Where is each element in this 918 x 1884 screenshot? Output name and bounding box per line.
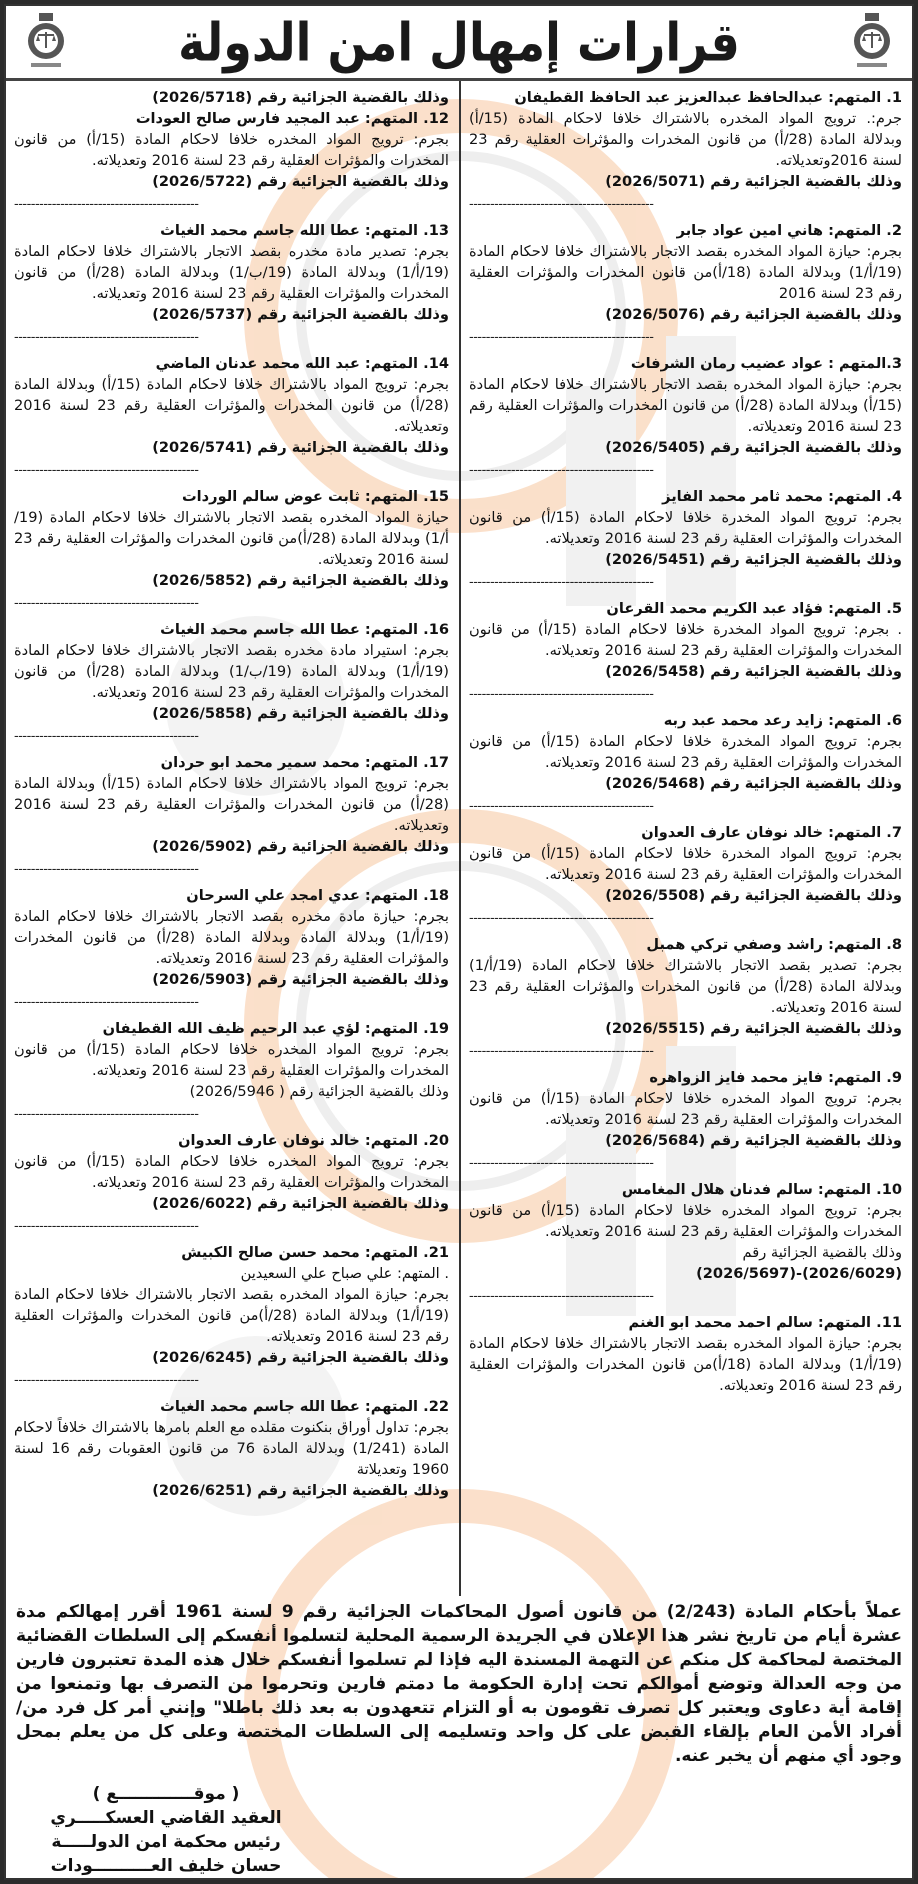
entry-line: بجرم: ترويج المواد المخدرة خلافا لاحكام المادة (15/أ) من قانون المخدرات والمؤثرات العقلية رقم 23 لسنة 2016 وتعديلاته. (469, 509, 902, 547)
entry-separator: -------------------------------------------- (14, 596, 199, 611)
defendant-entry (14, 1396, 449, 1501)
entry-line: بجرم: ترويج المواد المخدره خلافا لاحكام المادة (15/أ) من قانون المخدرات والمؤثرات العقلية رقم 23 لسنة 2016 وتعديلاته. (469, 1202, 902, 1240)
entry-line: وذلك بالقضية الجزائية رقم (2026/6251) (152, 1482, 449, 1499)
entry-line: وذلك بالقضية الجزائية رقم (2026/6245) (152, 1349, 449, 1366)
entry-line: بجرم: حيازة المواد المخدره بقصد الاتجار بالاشتراك خلافا لاحكام المادة (19/أ/1) وبدلالة المادة (18/أ)من قانون المخدرات والمؤثرات العقلية رقم 23 لسنة 2016 (469, 243, 902, 302)
entry-line: بجرم: ترويج المواد المخدره خلافا لاحكام المادة (15/أ) من قانون المخدرات والمؤثرات العقلية رقم 23 لسنة 2016 وتعديلاته. (14, 1041, 449, 1079)
entry-line: بجرم: حيازة مادة مخدره بقصد الاتجار بالاشتراك خلافا لاحكام المادة (19/أ/1) وبدلالة المادة وبدلالة المادة (28/أ) من قانون المخدرات والمؤثرات العقلية رقم 23 لسنة 2016 وتعديلاته. (14, 908, 450, 967)
defendant-name: 21. المتهم: محمد حسن صالح الكبيش (181, 1244, 449, 1261)
entry-separator: -------------------------------------------- (14, 197, 199, 212)
entry-separator: -------------------------------------------- (469, 1289, 654, 1304)
entry-separator: -------------------------------------------- (14, 995, 199, 1010)
entry-line: وذلك بالقضية الجزائية رقم (2026/5071) (605, 173, 902, 190)
entry-line: (2026/6029)-(2026/5697) (696, 1265, 902, 1282)
defendant-name: 4. المتهم: محمد ثامر محمد الفايز (662, 488, 902, 505)
entry-line: بجرم: تصدير مادة مخدره بقصد الاتجار بالاشتراك خلافا لاحكام المادة (19/أ/1) وبدلالة المادة (19/ب/1) وبدلالة المادة (28/أ) من قانون المخدرات والمؤثرات العقلية رقم 23 لسنة 2016 وتعديلاته. (14, 243, 449, 302)
entry-line: وذلك بالقضية الجزائية رقم (2026/6022) (152, 1195, 449, 1212)
entry-line: بجرم: ترويج المواد المخدره خلافا لاحكام المادة (15/أ) من قانون المخدرات والمؤثرات العقلية رقم 23 لسنة 2016 وتعديلاته. (14, 131, 449, 169)
announcement-page (4, 4, 914, 1880)
court-emblem-icon (849, 11, 895, 73)
entry-separator: -------------------------------------------- (469, 911, 654, 926)
entry-line: وذلك بالقضية الجزائية رقم (2026/5405) (605, 439, 902, 456)
defendant-name: 3.المتهم : عواد عضيب رمان الشرفات (630, 355, 902, 372)
right-column (459, 81, 912, 1596)
entry-separator: -------------------------------------------- (14, 729, 199, 744)
defendant-name: 20. المتهم: خالد نوفان عارف العدوان (178, 1132, 449, 1149)
defendant-entry (14, 752, 449, 857)
defendant-name: 2. المتهم: هاني امين عواد جابر (676, 222, 902, 239)
entry-line: وذلك بالقضية الجزائية رقم (2026/5903) (152, 971, 449, 988)
defendant-entry (469, 1312, 902, 1396)
entry-line: بجرم: استيراد مادة مخدره بقصد الاتجار بالاشتراك خلافا لاحكام المادة (19/أ/1) وبدلالة المادة (19/ب/1) وبدلالة المادة (28/أ) من قانون المخدرات والمؤثرات العقلية رقم 23 لسنة 2016 وتعديلاته. (14, 642, 449, 701)
entry-line: وذلك بالقضية الجزائية رقم (2026/5515) (605, 1020, 902, 1037)
entry-separator: -------------------------------------------- (469, 1044, 654, 1059)
defendant-name: 22. المتهم: عطا الله جاسم محمد الغياث (160, 1398, 449, 1415)
defendant-entry (469, 934, 902, 1039)
entry-line: حيازة المواد المخدره بقصد الاتجار بالاشتراك خلافا لاحكام المادة (19/أ/1) وبدلالة المادة (28/أ)من قانون المخدرات والمؤثرات العقلية رقم 23 لسنة 2016 وتعديلاته. (14, 509, 449, 568)
entry-line: . المتهم: علي صباح علي السعيدين (240, 1265, 449, 1282)
signature-block (16, 1782, 316, 1878)
court-emblem-icon (23, 11, 69, 73)
defendant-entry (469, 87, 902, 192)
defendant-name: 16. المتهم: عطا الله جاسم محمد الغياث (160, 621, 449, 638)
entry-line: وذلك بالقضية الجزائية رقم (2026/5508) (605, 887, 902, 904)
signatory-position: رئيس محكمة امن الدولـــــة (51, 1832, 281, 1852)
defendant-entry (14, 1242, 449, 1368)
defendant-entry (14, 220, 449, 325)
entry-separator: -------------------------------------------- (14, 1219, 199, 1234)
entry-line: جرم:. ترويج المواد المخدره بالاشتراك خلافا لاحكام المادة (15/أ) وبدلالة المادة (28/أ) من قانون المخدرات والمؤثرات العقلية رقم 23 لسنة 2016وتعديلاته. (469, 110, 902, 169)
entry-line: وذلك بالقضية الجزائية رقم (742, 1244, 902, 1261)
defendant-entry (469, 1179, 902, 1284)
defendant-entry (14, 108, 449, 192)
defendants-columns (6, 81, 912, 1596)
court-emblem-right (846, 9, 898, 75)
entry-line: وذلك بالقضية الجزائية رقم (2026/5451) (605, 551, 902, 568)
entry-line: بجرم: ترويج المواد المخدرة خلافا لاحكام المادة (15/أ) من قانون المخدرات والمؤثرات العقلية رقم 23 لسنة 2016 وتعديلاته. (469, 733, 902, 771)
entry-line: . بجرم: ترويج المواد المخدرة خلافا لاحكام المادة (15/أ) من قانون المخدرات والمؤثرات العقلية رقم 23 لسنة 2016 وتعديلاته. (469, 621, 902, 659)
defendant-name: 15. المتهم: ثابت عوض سالم الوردات (182, 488, 449, 505)
court-emblem-left (20, 9, 72, 75)
entry-separator: -------------------------------------------- (14, 1373, 199, 1388)
defendant-entry (14, 1018, 449, 1102)
entry-line: بجرم: حيازة المواد المخدره بقصد الاتجار بالاشتراك خلافا لاحكام المادة (19/أ/1) وبدلالة المادة (28/أ)من قانون المخدرات والمؤثرات العقلية رقم 23 لسنة 2016 وتعديلاته. (14, 1286, 449, 1345)
entry-separator: -------------------------------------------- (469, 575, 654, 590)
entry-separator: -------------------------------------------- (469, 330, 654, 345)
defendant-entry (469, 220, 902, 325)
entry-line: بجرم: ترويج المواد المخدره خلافا لاحكام المادة (15/أ) من قانون المخدرات والمؤثرات العقلية رقم 23 لسنة 2016 وتعديلاته. (469, 1090, 902, 1128)
entry-line: بجرم: ترويج المواد المخدره خلافا لاحكام المادة (15/أ) من قانون المخدرات والمؤثرات العقلية رقم 23 لسنة 2016 وتعديلاته. (14, 1153, 449, 1191)
defendant-name: 12. المتهم: عبد المجيد فارس صالح العودات (135, 110, 449, 127)
entry-separator: -------------------------------------------- (14, 1107, 199, 1122)
defendant-name: 14. المتهم: عبد الله محمد عدنان الماضي (155, 355, 449, 372)
entry-line: بجرم: ترويج المواد بالاشتراك خلافا لاحكام المادة (15/أ) وبدلالة المادة (28/أ) من قانون المخدرات والمؤثرات العقلية رقم 23 لسنة 2016 وتعديلاته. (14, 376, 449, 435)
entry-line: وذلك بالقضية الجزائية رقم (2026/5076) (605, 306, 902, 323)
defendant-entry (14, 619, 449, 724)
entry-line: وذلك بالقضية الجزائية رقم (2026/5902) (152, 838, 449, 855)
entry-separator: -------------------------------------------- (14, 862, 199, 877)
legal-notice-paragraph: عملاً بأحكام المادة (2/243) من قانون أصول المحاكمات الجزائية رقم 9 لسنة 1961 أقرر إمهالكم مدة عشرة أيام من تاريخ نشر هذا الإعلان في الجريدة الرسمية المحلية لتسلموا أنفسكم إلى السلطات القضائية المختصة لمحاكمة كل منكم عن التهمة المسندة اليه فإذا لم تسلموا أنفسكم خلال هذه المدة تعتبرون فارين من وجه العدالة وتوضع أموالكم تحت إدارة الحكومة ما دمتم فارين وتحرموا من التصرف بها وتمنعوا من إقامة أية دعاوى ويعتبر كل تصرف تقومون به أو التزام تتعهدون به بعد ذلك باطلا" وإنني أمر كل فرد من/ أفراد الأمن العام بإلقاء القبض على كل واحد وتسليمه إلى السلطات المختصة وعلى كل من يعلم بمحل وجود أي منهم أن يخبر عنه. (16, 1602, 902, 1766)
entry-separator: -------------------------------------------- (469, 463, 654, 478)
defendant-name: 6. المتهم: زايد رعد محمد عبد ربه (663, 712, 902, 729)
defendant-entry (14, 353, 449, 458)
entry-separator: -------------------------------------------- (469, 687, 654, 702)
defendant-entry (469, 710, 902, 794)
entry-line: وذلك بالقضية الجزائية رقم (2026/5458) (605, 663, 902, 680)
entry-line: بجرم: ترويج المواد المخدرة خلافا لاحكام المادة (15/أ) من قانون المخدرات والمؤثرات العقلية رقم 23 لسنة 2016 وتعديلاته. (469, 845, 902, 883)
defendant-name: 10. المتهم: سالم فدنان هلال المغامس (621, 1181, 902, 1198)
signatory-name: حسان خليف العــــــــــودات (50, 1856, 282, 1876)
defendant-entry (14, 885, 449, 990)
left-column (6, 81, 459, 1596)
entry-line: بجرم: حيازة المواد المخدره بقصد الاتجار بالاشتراك خلافا لاحكام المادة (19/أ/1) وبدلالة المادة (18/أ)من قانون المخدرات والمؤثرات العقلية رقم 23 لسنة 2016 وتعديلاته. (469, 1335, 902, 1394)
defendant-name: 8. المتهم: راشد وصفي تركي همبل (646, 936, 902, 953)
defendant-entry (469, 1067, 902, 1151)
entry-line: بجرم: تصدير بقصد الاتجار بالاشتراك خلافا لاحكام المادة (19/أ/1) وبدلالة المادة (28/أ) من قانون المخدرات والمؤثرات العقلية رقم 23 لسنة 2016 وتعديلاته. (469, 957, 902, 1016)
entry-separator: -------------------------------------------- (469, 1156, 654, 1171)
entry-line: وذلك بالقضية الجزائية رقم ( 2026/5946) (189, 1083, 449, 1100)
defendant-name: وذلك بالقضية الجزائية رقم (2026/5718) (152, 89, 449, 106)
defendant-name: 7. المتهم: خالد نوفان عارف العدوان (641, 824, 902, 841)
entry-line: وذلك بالقضية الجزائية رقم (2026/5737) (152, 306, 449, 323)
defendant-name: 13. المتهم: عطا الله جاسم محمد الغياث (160, 222, 449, 239)
entry-line: وذلك بالقضية الجزائية رقم (2026/5741) (152, 439, 449, 456)
entry-line: وذلك بالقضية الجزائية رقم (2026/5468) (605, 775, 902, 792)
defendant-name: 5. المتهم: فؤاد عبد الكريم محمد القرعان (606, 600, 902, 617)
entry-separator: -------------------------------------------- (14, 463, 199, 478)
defendant-entry (14, 1130, 449, 1214)
defendant-entry (14, 486, 449, 591)
entry-line: بجرم: تداول أوراق بنكنوت مقلده مع العلم بامرها بالاشتراك خلافاً لاحكام المادة (1/241) وبدلالة المادة 76 من قانون العقوبات رقم 16 لسنة 1960 وتعديلاتة (14, 1419, 449, 1478)
defendant-name: 9. المتهم: فايز محمد فايز الزواهره (649, 1069, 902, 1086)
defendant-name: 18. المتهم: عدي امجد علي السرحان (186, 887, 449, 904)
entry-separator: -------------------------------------------- (469, 799, 654, 814)
defendant-name: 1. المتهم: عبدالحافظ عبدالعزيز عبد الحافظ القطيفان (514, 89, 902, 106)
page-header (6, 6, 912, 81)
entry-line: وذلك بالقضية الجزائية رقم (2026/5852) (152, 572, 449, 589)
signatory-rank: العقيد القاضي العسكـــــري (50, 1808, 282, 1828)
entry-line: بجرم: ترويج المواد بالاشتراك خلافا لاحكام المادة (15/أ) وبدلالة المادة (28/أ) من قانون المخدرات والمؤثرات العقلية رقم 23 لسنة 2016 وتعديلاته. (14, 775, 449, 834)
defendant-entry (469, 822, 902, 906)
page-title: قرارات إمهال امن الدولة (178, 10, 740, 74)
defendant-entry (14, 87, 449, 108)
entry-separator: -------------------------------------------- (469, 197, 654, 212)
entry-line: وذلك بالقضية الجزائية رقم (2026/5858) (152, 705, 449, 722)
entry-separator: -------------------------------------------- (14, 330, 199, 345)
defendant-entry (469, 486, 902, 570)
entry-line: وذلك بالقضية الجزائية رقم (2026/5684) (605, 1132, 902, 1149)
defendant-name: 17. المتهم: محمد سمير محمد ابو حردان (160, 754, 449, 771)
entry-line: وذلك بالقضية الجزائية رقم (2026/5722) (152, 173, 449, 190)
defendant-entry (469, 598, 902, 682)
defendant-name: 11. المتهم: سالم احمد محمد ابو الغنم (628, 1314, 902, 1331)
defendant-entry (469, 353, 902, 458)
defendant-name: 19. المتهم: لؤي عبد الرحيم ظيف الله القطيفان (102, 1020, 449, 1037)
signed-label: ( موقـــــــــــــع ) (92, 1784, 240, 1804)
entry-line: بجرم: حيازة المواد المخدره بقصد الاتجار بالاشتراك خلافا لاحكام المادة (15/أ) وبدلالة المادة (28/أ) من قانون المخدرات والمؤثرات العقلية رقم 23 لسنة 2016 وتعديلاته. (469, 376, 902, 435)
